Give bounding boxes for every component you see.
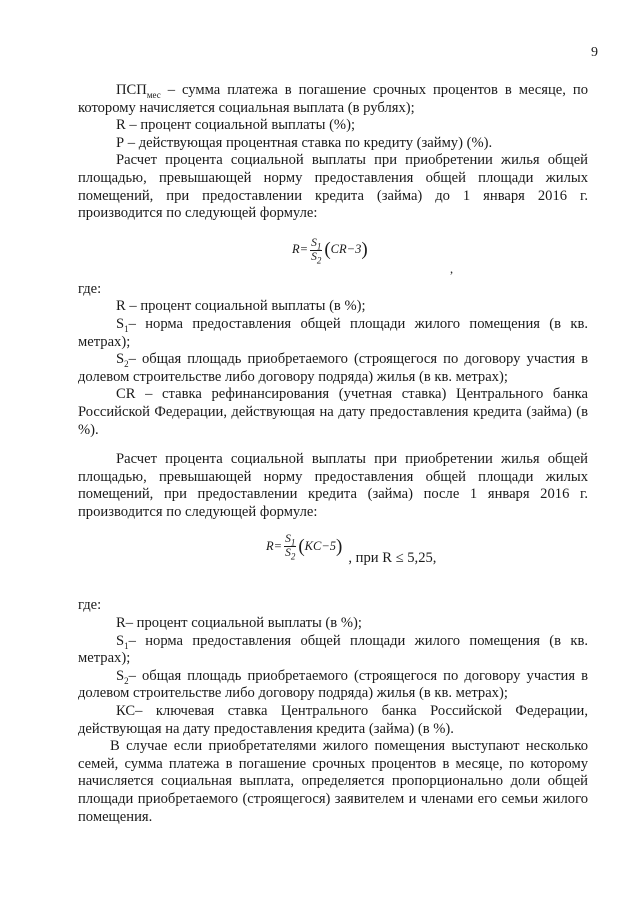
document-body: [78, 82, 588, 826]
formula-2-lhs: R=: [266, 539, 283, 554]
where-label-2: где:: [78, 597, 102, 614]
formula-1-fraction: $\frac{S_1}{S_2}$: [311, 236, 322, 266]
formula-1-lhs: R=: [292, 242, 309, 257]
psp-definition: $ПСП_{мес}$ – сумма платежа в погашение срочных процентов в месяце, по которому начисляется социальная выплата (в рублях);: [78, 82, 588, 116]
r-definition: R – процент социальной выплаты (%);: [116, 117, 356, 134]
def2-r: R– процент социальной выплаты (в %);: [116, 615, 362, 632]
def1-r: R – процент социальной выплаты (в %);: [116, 298, 366, 315]
section2-paragraph: Расчет процента социальной выплаты при приобретении жилья общей площадью, превышающей норму предоставления общей площади жилых помещений, при предоставлении кредита (займа) после 1 января 2016 г. производится по следующей формуле:: [78, 451, 588, 520]
formula-2-condition: , при R ≤ 5,25,: [348, 550, 437, 567]
def2-kc: КС– ключевая ставка Центрального банка Российской Федерации, действующая на дату предоставления кредита (займа) (в %).: [78, 703, 588, 737]
formula-1-inner: CR−3: [330, 242, 362, 257]
formula-2-inner: KC−5: [304, 539, 337, 554]
page-number: 9: [591, 45, 598, 60]
formula-2-fraction: $\frac{S_1}{S_2}$: [285, 533, 296, 562]
section1-paragraph: Расчет процента социальной выплаты при приобретении жилья общей площадью, превышающей норму предоставления общей площади жилых помещений, при предоставлении кредита (займа) до 1 января 2016 г. производится по следующей формуле:: [78, 152, 588, 222]
def1-s1: $S_1-$ норма предоставления общей площади жилого помещения (в кв. метрах);: [78, 315, 588, 350]
where-label-1: где:: [78, 280, 102, 297]
closing-paragraph: В случае если приобретателями жилого помещения выступают несколько семей, сумма платежа в погашение срочных процентов в месяце, по которому начисляется социальная выплата, определяется пропорционально доли общей площади приобретаемого (строящегося) заявителем и членами его семьи жилого помещения.: [78, 738, 588, 825]
def2-s1: $S_1-$ норма предоставления общей площади жилого помещения (в кв. метрах);: [78, 632, 588, 667]
def1-s2: $S_2-$ общая площадь приобретаемого (строящегося по договору участия в долевом строительстве либо договору подряда) жилья (в кв. метрах);: [78, 351, 588, 385]
formula-1-comma: ,: [450, 261, 454, 276]
def1-cr: CR – ставка рефинансирования (учетная ставка) Центрального банка Российской Федерации, действующая на дату предоставления кредита (займа) (в %).: [78, 386, 588, 438]
def2-s2: $S_2-$ общая площадь приобретаемого (строящегося по договору участия в долевом строительстве либо договору подряда) жилья (в кв. метрах);: [78, 667, 588, 702]
formula-1: R= $\frac{S_1}{S_2}$ ( CR−3 ) ,: [78, 223, 588, 281]
formula-2: R= $\frac{S_1}{S_2}$ ( KC−5 ) , при R ≤ 5,25,: [266, 533, 437, 567]
p-definition: Р – действующая процентная ставка по кредиту (займу) (%).: [116, 134, 493, 151]
